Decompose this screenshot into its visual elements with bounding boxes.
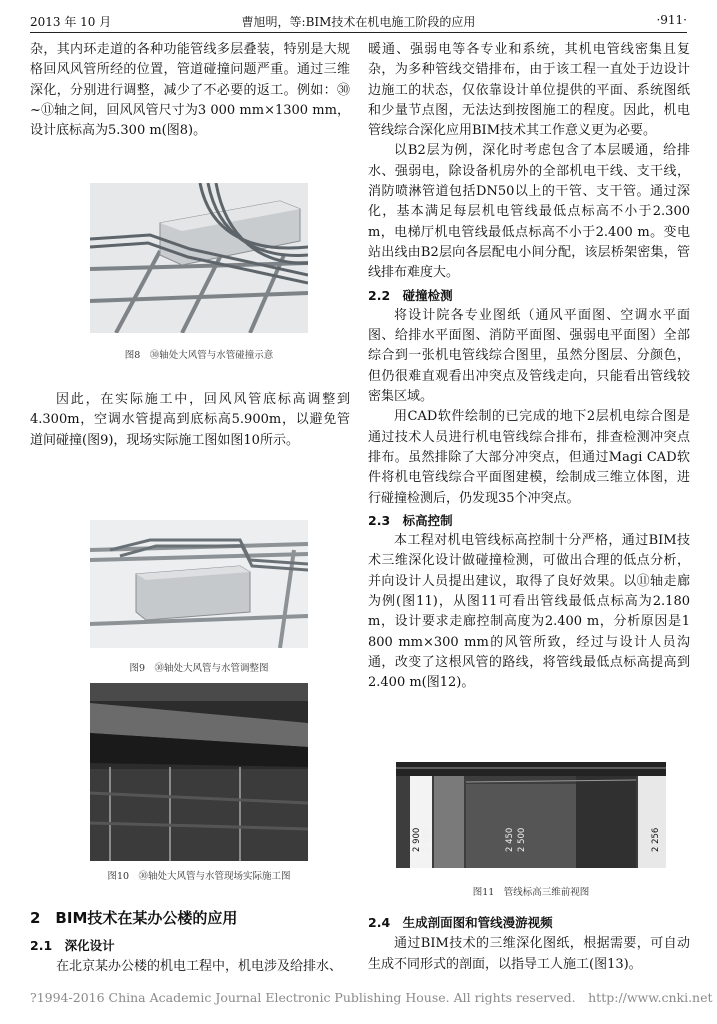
right-paragraph-2: 以B2层为例，深化时考虑包含了本层暖通，给排水、强弱电，除设备机房外的全部机电干线、支干线，消防喷淋管道包括DN50以上的干管、支干管。通过深化，基本满足每层机电管线最低点标高不小于2.300 m，电梯厅机电管线最低点标高不小于2.400 m。变电站出线由B2层向各层配电小间分配，该层桥架密集，管线排布难度大。 xyxy=(368,143,690,281)
right-column xyxy=(368,40,690,694)
fig11-label-2900: 2 900 xyxy=(412,827,422,852)
fig11-label-2180: 2 180 xyxy=(422,827,432,852)
figure-10-photo xyxy=(90,683,308,861)
figure-9-render xyxy=(90,520,308,648)
right-paragraph-1: 暖通、强弱电等各专业和系统，其机电管线密集且复杂，为多种管线交错排布，由于该工程一直处于边设计边施工的状态，仅依靠设计单位提供的平面、系统图纸和少量节点图，无法达到按图施工的程度。因此，机电管线综合深化应用BIM技术其工作意义更为必要。 xyxy=(368,42,690,139)
figure-8-image xyxy=(90,183,308,333)
section-2-heading: 2 BIM技术在某办公楼的应用 xyxy=(30,909,238,927)
right-paragraph-3: 将设计院各专业图纸（通风平面图、空调水平面图、给排水平面图、消防平面图、强弱电平面图）全部综合到一张机电管线综合图里，虽然分图层、分颜色，但仍很难直观看出冲突点及管线走向，只能看出管线较密集区域。 xyxy=(368,307,690,405)
figure-10-image xyxy=(90,683,308,861)
figure-11-caption: 图11 管线标高三维前视图 xyxy=(472,887,590,898)
left-paragraph-2: 因此，在实际施工中，回风风管底标高调整到4.300m，空调水管提高到底标高5.900m，以避免管道间碰撞(图9)，现场实际施工图如图10所示。 xyxy=(30,392,350,448)
left-column-3 xyxy=(30,908,350,977)
fig11-label-2450: 2 450 xyxy=(505,827,515,852)
left-column xyxy=(30,40,350,141)
section-2-1-heading: 2.1 深化设计 xyxy=(30,938,115,953)
fig11-label-2256: 2 256 xyxy=(651,827,661,852)
right-paragraph-6: 通过BIM技术的三维深化图纸，根据需要，可自动生成不同形式的剖面，以指导工人施工(图13)。 xyxy=(368,936,690,972)
header-page-number: ·911· xyxy=(656,13,687,27)
figure-9-image xyxy=(90,520,308,648)
figure-11-image xyxy=(396,762,666,868)
section-2-3-heading: 2.3 标高控制 xyxy=(368,512,453,528)
right-paragraph-4: 用CAD软件绘制的已完成的地下2层机电综合图是通过技术人员进行机电管线综合排布，排查检测冲突点排布。虽然排除了大部分冲突点，但通过Magi CAD软件将机电管线综合平面图建模，绘制成三维立体图，进行碰撞检测后，仍发现35个冲突点。 xyxy=(368,409,690,506)
right-column-2 xyxy=(368,912,690,975)
left-paragraph-1: 杂，其内环走道的各种功能管线多层叠装，特别是大规格回风风管所经的位置，管道碰撞问题严重。通过三维深化，分别进行调整，减少了不必要的返工。例如：㉚~⑪轴之间，回风风管尺寸为3 000 mm×1300 mm，设计底标高为5.300 m(图8)。 xyxy=(30,42,350,139)
section-2-4-heading: 2.4 生成剖面图和管线漫游视频 xyxy=(368,915,553,930)
header-title: 曹旭明，等:BIM技术在机电施工阶段的应用 xyxy=(241,15,476,29)
right-paragraph-5: 本工程对机电管线标高控制十分严格，通过BIM技术三维深化设计做碰撞检测，可做出合理的低点分析，并向设计人员提出建议，取得了良好效果。以⑪轴走廊为例(图11)，从图11可看出管线最低点标高为2.180 m，设计要求走廊控制高度为2.400 m，分析原因是1 800 mm×300 mm的风管所致，经过与设计人员沟通，改变了这根风管的路线，将管线最低点标高提高到2.400 m(图12)。 xyxy=(368,533,690,691)
fig11-label-2500: 2 500 xyxy=(517,827,527,852)
figure-10-caption: 图10 ㉚轴处大风管与水管现场实际施工图 xyxy=(107,871,291,882)
figure-11-render xyxy=(396,762,666,868)
copyright-footer: ?1994-2016 China Academic Journal Electronic Publishing House. All rights reserved. http://www.cnki.net xyxy=(30,990,713,1005)
page-header xyxy=(30,10,687,33)
header-date: 2013 年 10 月 xyxy=(30,15,112,29)
left-column-2 xyxy=(30,390,350,451)
left-paragraph-3: 在北京某办公楼的机电工程中，机电涉及给排水、 xyxy=(56,959,343,974)
section-2-2-heading: 2.2 碰撞检测 xyxy=(368,287,453,303)
figure-8-render xyxy=(90,183,308,333)
figure-9-caption: 图9 ㉚轴处大风管与水管调整图 xyxy=(129,663,269,674)
figure-8-caption: 图8 ㉚轴处大风管与水管碰撞示意 xyxy=(124,350,274,361)
